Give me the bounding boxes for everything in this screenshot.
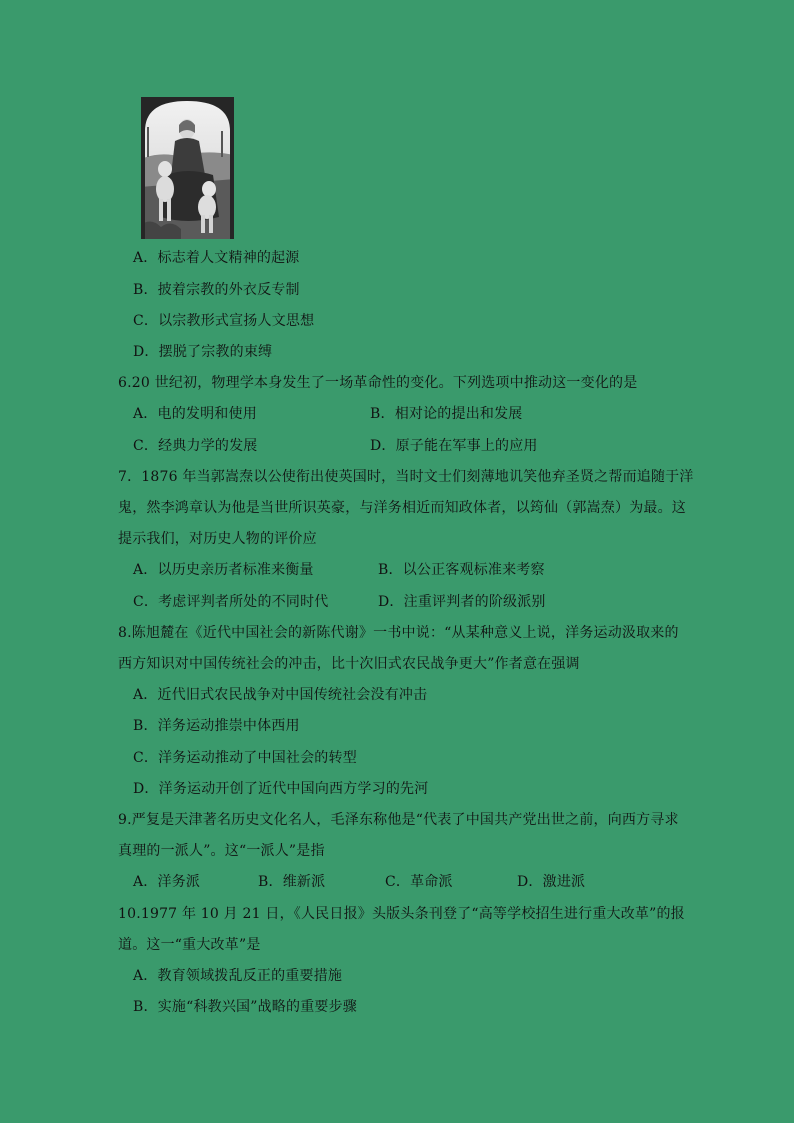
q8-option-c: C．洋务运动推动了中国社会的转型 [133,750,357,766]
q10-stem-line-1: 10.1977 年 10 月 21 日，《人民日报》头版头条刊登了“高等学校招生进行重大改革”的报 [118,906,685,922]
q5-option-a: A．标志着人文精神的起源 [133,250,300,266]
q7-stem-line-1: 7．1876 年当郭嵩焘以公使衔出使英国时，当时文士们刻薄地讥笑他弃圣贤之帮而追随于洋 [118,469,694,485]
q6-option-a: A．电的发明和使用 [133,406,257,422]
q7-stem-line-3: 提示我们，对历史人物的评价应 [118,531,317,547]
q6-stem: 6.20 世纪初，物理学本身发生了一场革命性的变化。下列选项中推动这一变化的是 [118,375,638,391]
q7-stem-line-2: 鬼，然李鸿章认为他是当世所识英豪，与洋务相近而知政体者，以筠仙（郭嵩焘）为最。这 [118,500,686,516]
q8-stem-line-1: 8.陈旭麓在《近代中国社会的新陈代谢》一书中说：“从某种意义上说，洋务运动汲取来的 [118,625,679,641]
q7-option-b: B．以公正客观标准来考察 [378,562,545,578]
q5-option-b: B．披着宗教的外衣反专制 [133,282,300,298]
q8-option-d: D．洋务运动开创了近代中国向西方学习的先河 [133,781,429,797]
q9-option-d: D．激进派 [517,874,586,890]
q5-option-c: C．以宗教形式宣扬人文思想 [133,313,315,329]
q9-stem-line-1: 9.严复是天津著名历史文化名人，毛泽东称他是“代表了中国共产党出世之前，向西方寻求 [118,812,679,828]
q9-option-c: C．革命派 [385,874,453,890]
q7-option-d: D．注重评判者的阶级派别 [378,594,546,610]
q9-option-b: B．维新派 [258,874,326,890]
q6-option-c: C．经典力学的发展 [133,438,258,454]
q10-stem-line-2: 道。这一“重大改革”是 [118,937,261,953]
q8-stem-line-2: 西方知识对中国传统社会的冲击，比十次旧式农民战争更大”作者意在强调 [118,656,580,672]
q5-option-d: D．摆脱了宗教的束缚 [133,344,273,360]
q6-option-b: B．相对论的提出和发展 [370,406,523,422]
q10-option-a: A．教育领域拨乱反正的重要措施 [133,968,343,984]
q8-option-b: B．洋务运动推崇中体西用 [133,718,300,734]
q9-stem-line-2: 真理的一派人”。这“一派人”是指 [118,843,325,859]
q7-option-a: A．以历史亲历者标准来衡量 [133,562,314,578]
q6-option-d: D．原子能在军事上的应用 [370,438,538,454]
q10-option-b: B．实施“科教兴国”战略的重要步骤 [133,999,358,1015]
q8-option-a: A．近代旧式农民战争对中国传统社会没有冲击 [133,687,428,703]
q7-option-c: C．考虑评判者所处的不同时代 [133,594,329,610]
q9-option-a: A．洋务派 [133,874,201,890]
madonna-painting-image [141,97,234,239]
